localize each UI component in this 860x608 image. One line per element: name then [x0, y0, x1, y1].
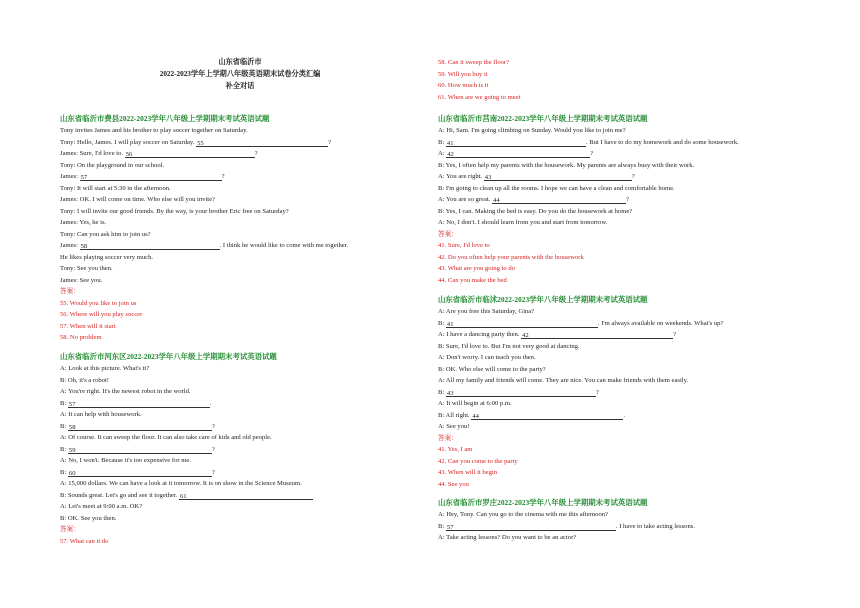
text-line: He likes playing soccer very much. [60, 253, 154, 261]
answer-label: 答案： [60, 526, 80, 533]
dialogue-line: A: I have a dancing party then. 42 ? [438, 331, 677, 339]
answer-blank[interactable]: 58 [80, 242, 220, 250]
dialogue-line: A: You are right. 43 ? [438, 173, 635, 181]
dialogue-line: A: 42 ? [438, 150, 594, 158]
text-line: James: OK. I will come on time. Who else will you invite? [60, 196, 215, 203]
text-line: James: See you. [60, 276, 103, 284]
answer-item: 41. Sure, I'd love to [438, 242, 490, 249]
text-line: B: OK. Who else will come to the party? [438, 365, 546, 373]
answer-blank[interactable]: 58 [68, 423, 212, 431]
dialogue-line: James: 58 . I think he would like to come with me together. [60, 242, 349, 250]
text-line: Tony: Can you ask him to join us? [60, 230, 151, 238]
answer-blank[interactable]: 44 [471, 412, 623, 420]
section-heading-feixian: 山东省临沂市费县2022-2023学年八年级上学期期末考试英语试题 [60, 114, 270, 123]
answer-blank[interactable]: 59 [68, 446, 212, 454]
text-line: A: Hi, Sam. I'm going climbing on Sunday. Would you like to join me? [438, 127, 626, 134]
answer-blank[interactable]: 61 [179, 492, 313, 500]
dialogue-line: B: 43 ? [438, 388, 599, 397]
text-line: A: Look at this picture. What's it? [60, 365, 150, 372]
text-line: Tony: I will invite our good friends. By the way, is your brother Eric free on Saturday? [60, 207, 289, 215]
answer-item: 57. When will it start [60, 322, 116, 330]
dialogue-line: B: 60 ? [60, 468, 215, 477]
text-line: A: It will begin at 6:00 p.m. [438, 400, 512, 407]
answer-item: 58. Can it sweep the floor? [438, 59, 510, 66]
dialogue-line: A: You are so great. 44 ? [438, 196, 629, 204]
text-line: A: Are you free this Saturday, Gina? [438, 308, 535, 315]
text-line: James: Yes, he is. [60, 219, 107, 226]
section-heading-linshu: 山东省临沂市临沭2022-2023学年八年级上学期期末考试英语试题 [438, 295, 648, 304]
answer-blank[interactable]: 57 [80, 173, 222, 181]
answer-blank[interactable]: 56 [125, 150, 255, 158]
text-line: B: Sure, I'd love to. But I'm not very good at dancing. [438, 342, 580, 350]
answer-blank[interactable]: 41 [446, 139, 586, 147]
text-line: Tony: On the playground in our school. [60, 161, 165, 169]
answer-item: 43. What are you going to do [438, 265, 515, 272]
text-line: A: 15,000 dollars. We can have a look at it tomorrow. It is on show in the Science Museum. [60, 480, 302, 487]
answer-item: 56. Where will you play soccer [60, 311, 143, 318]
answer-blank[interactable]: 60 [68, 469, 212, 477]
text-line: B: Yes, I often help my parents with the housework. My parents are always busy with their work. [438, 161, 695, 169]
dialogue-line: B: 59 ? [60, 445, 215, 454]
text-line: A: It can help with housework. [60, 411, 142, 418]
doc-title-region: 山东省临沂市 [218, 58, 262, 66]
answer-item: 42. Can you come to the party [438, 457, 518, 465]
answer-blank[interactable]: 43 [484, 173, 632, 181]
dialogue-line: James: Sure, I'd love to. 56 ? [60, 150, 258, 158]
answer-blank[interactable]: 43 [446, 389, 596, 397]
answer-blank[interactable]: 42 [446, 150, 590, 158]
answer-item: 42. Do you often help your parents with the housework [438, 253, 584, 261]
answer-blank[interactable]: 57 [446, 523, 616, 531]
dialogue-line: James: 57 ? [60, 173, 225, 181]
text-line: A: Let's meet at 9:00 a.m. OK? [60, 503, 143, 510]
answer-blank[interactable]: 57 [68, 400, 210, 408]
answer-item: 60. How much is it [438, 82, 489, 89]
answer-item: 58. No problem [60, 334, 102, 341]
text-line: A: Of course. It can sweep the floor. It can also take care of kids and old people. [60, 434, 272, 441]
answer-label: 答案： [438, 434, 458, 442]
text-line: A: See you! [438, 423, 470, 430]
text-line: B: OK. See you then. [60, 514, 117, 522]
text-line: A: All my family and friends will come. They are nice. You can make friends with them easily. [438, 377, 689, 384]
text-line: Tony: See you then. [60, 265, 113, 272]
text-line: A: Take acting lessons? Do you want to be an actor? [438, 534, 577, 541]
dialogue-line: B: 41 . But I have to do my homework and do some housework. [438, 138, 739, 147]
answer-blank[interactable]: 41 [446, 320, 598, 328]
dialogue-line: B: 41 . I'm always available on weekends. What's up? [438, 319, 724, 328]
dialogue-line: Tony: Hello, James. I will play soccer on Saturday. 55 ? [60, 138, 332, 147]
answer-item: 55. Would you like to join us [60, 299, 137, 307]
answer-label: 答案： [60, 288, 80, 295]
answer-item: 44. Can you make the bed [438, 276, 507, 284]
section-heading-junan: 山东省临沂市莒南2022-2023学年八年级上学期期末考试英语试题 [438, 114, 648, 123]
text-line: A: Hey, Tony. Can you go to the cinema with me this afternoon? [438, 511, 608, 518]
answer-blank[interactable]: 42 [521, 331, 673, 339]
section-heading-luozhuang: 山东省临沂市罗庄2022-2023学年八年级上学期期末考试英语试题 [438, 498, 648, 507]
answer-item: 61. When are we going to meet [438, 93, 521, 101]
answer-item: 41. Yes, I am [438, 446, 473, 453]
answer-item: 43. When will it begin [438, 469, 498, 476]
doc-title-main: 2022-2023学年上学期八年级英语期末试卷分类汇编 [159, 70, 321, 78]
answer-label: 答案： [438, 230, 458, 238]
text-line: B: Yes, I can. Making the bed is easy. Do you do the housework at home? [438, 207, 633, 215]
doc-title-sub: 补全对话 [225, 82, 255, 90]
text-line: A: Don't worry. I can teach you then. [438, 354, 536, 361]
answer-blank[interactable]: 44 [492, 196, 626, 204]
text-line: Tony invites James and his brother to play soccer together on Saturday. [60, 127, 248, 134]
text-line: B: I'm going to clean up all the rooms. I hope we can have a clean and comfortable home. [438, 184, 675, 192]
text-line: A: No, I won't. Because it's too expensive for me. [60, 457, 191, 464]
dialogue-line: B: 57 . I have to take acting lessons. [438, 522, 695, 531]
dialogue-line: B: Sounds great. Let's go and see it together. 61 [60, 491, 313, 500]
answer-blank[interactable]: 55 [196, 139, 328, 147]
answer-item: 57. What can it do [60, 537, 109, 545]
text-line: B: Oh, it's a robot! [60, 376, 109, 384]
answer-item: 59. Will you buy it [438, 70, 488, 78]
dialogue-line: B: All right. 44 . [438, 411, 625, 420]
text-line: A: No, I don't. I should learn from you and start from tomorrow. [438, 219, 608, 226]
dialogue-line: B: 58 ? [60, 422, 215, 431]
text-line: A: You're right. It's the newest robot in the world. [60, 388, 191, 395]
dialogue-line: B: 57 . [60, 399, 212, 408]
answer-item: 44. See you [438, 480, 469, 488]
section-heading-hedong: 山东省临沂市河东区2022-2023学年八年级上学期期末考试英语试题 [60, 352, 277, 361]
text-line: Tony: It will start at 5:30 in the afternoon. [60, 184, 171, 192]
